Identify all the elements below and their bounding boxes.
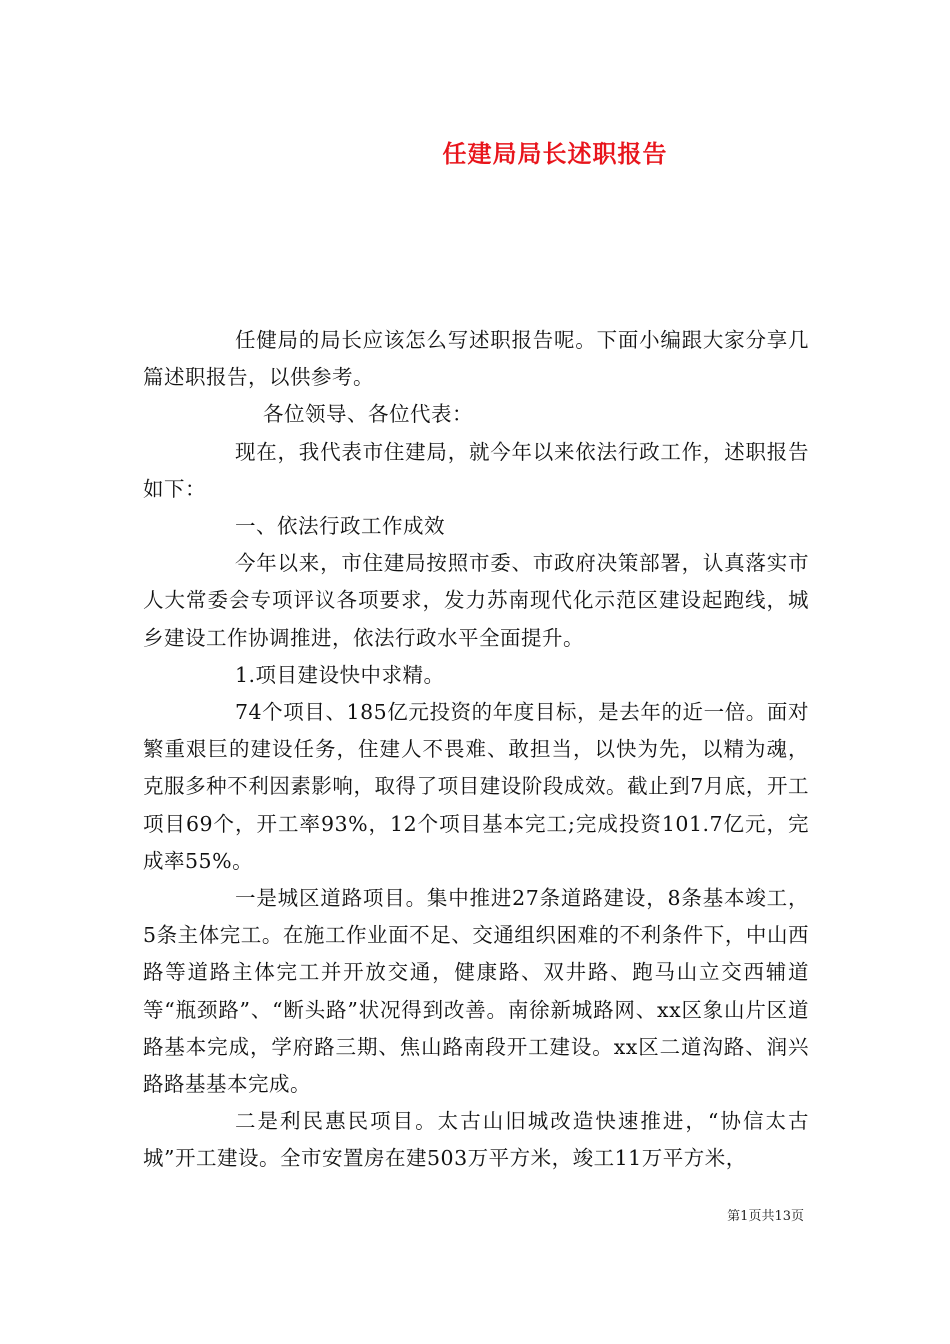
project-paragraph: 74个项目、185亿元投资的年度目标，是去年的近一倍。面对繁重艰巨的建设任务，住建人不畏难、敢担当，以快为先，以精为魂，克服多种不利因素影响，取得了项目建设阶段成效。截止到7月底，开工项目69个，开工率93%，12个项目基本完工;完成投资101.7亿元，完成率55%。	[143, 700, 809, 873]
document-body	[143, 322, 809, 1178]
summary-paragraph: 今年以来，市住建局按照市委、市政府决策部署，认真落实市人大常委会专项评议各项要求，发力苏南现代化示范区建设起跑线，城乡建设工作协调推进，依法行政水平全面提升。	[143, 551, 809, 650]
intro-paragraph: 任健局的局长应该怎么写述职报告呢。下面小编跟大家分享几篇述职报告，以供参考。	[143, 328, 809, 390]
road-project-paragraph: 一是城区道路项目。集中推进27条道路建设，8条基本竣工，5条主体完工。在施工作业面不足、交通组织困难的不利条件下，中山西路等道路主体完工并开放交通，健康路、双井路、跑马山立交西辅道等“瓶颈路”、“断头路”状况得到改善。南徐新城路网、xx区象山片区道路基本完成，学府路三期、焦山路南段开工建设。xx区二道沟路、润兴路路基基本完成。	[143, 886, 809, 1097]
page-footer: 第1页共13页	[727, 1209, 804, 1224]
section-heading: 一、依法行政工作成效	[235, 514, 445, 539]
subsection-heading: 1.项目建设快中求精。	[235, 662, 445, 687]
livelihood-project-paragraph: 二是利民惠民项目。太古山旧城改造快速推进，“协信太古城”开工建设。全市安置房在建503万平方米，竣工11万平方米，	[143, 1109, 809, 1171]
greeting-paragraph: 各位领导、各位代表：	[263, 402, 473, 427]
opening-paragraph: 现在，我代表市住建局，就今年以来依法行政工作，述职报告如下：	[143, 439, 809, 501]
document-title: 任建局局长述职报告	[442, 140, 668, 168]
